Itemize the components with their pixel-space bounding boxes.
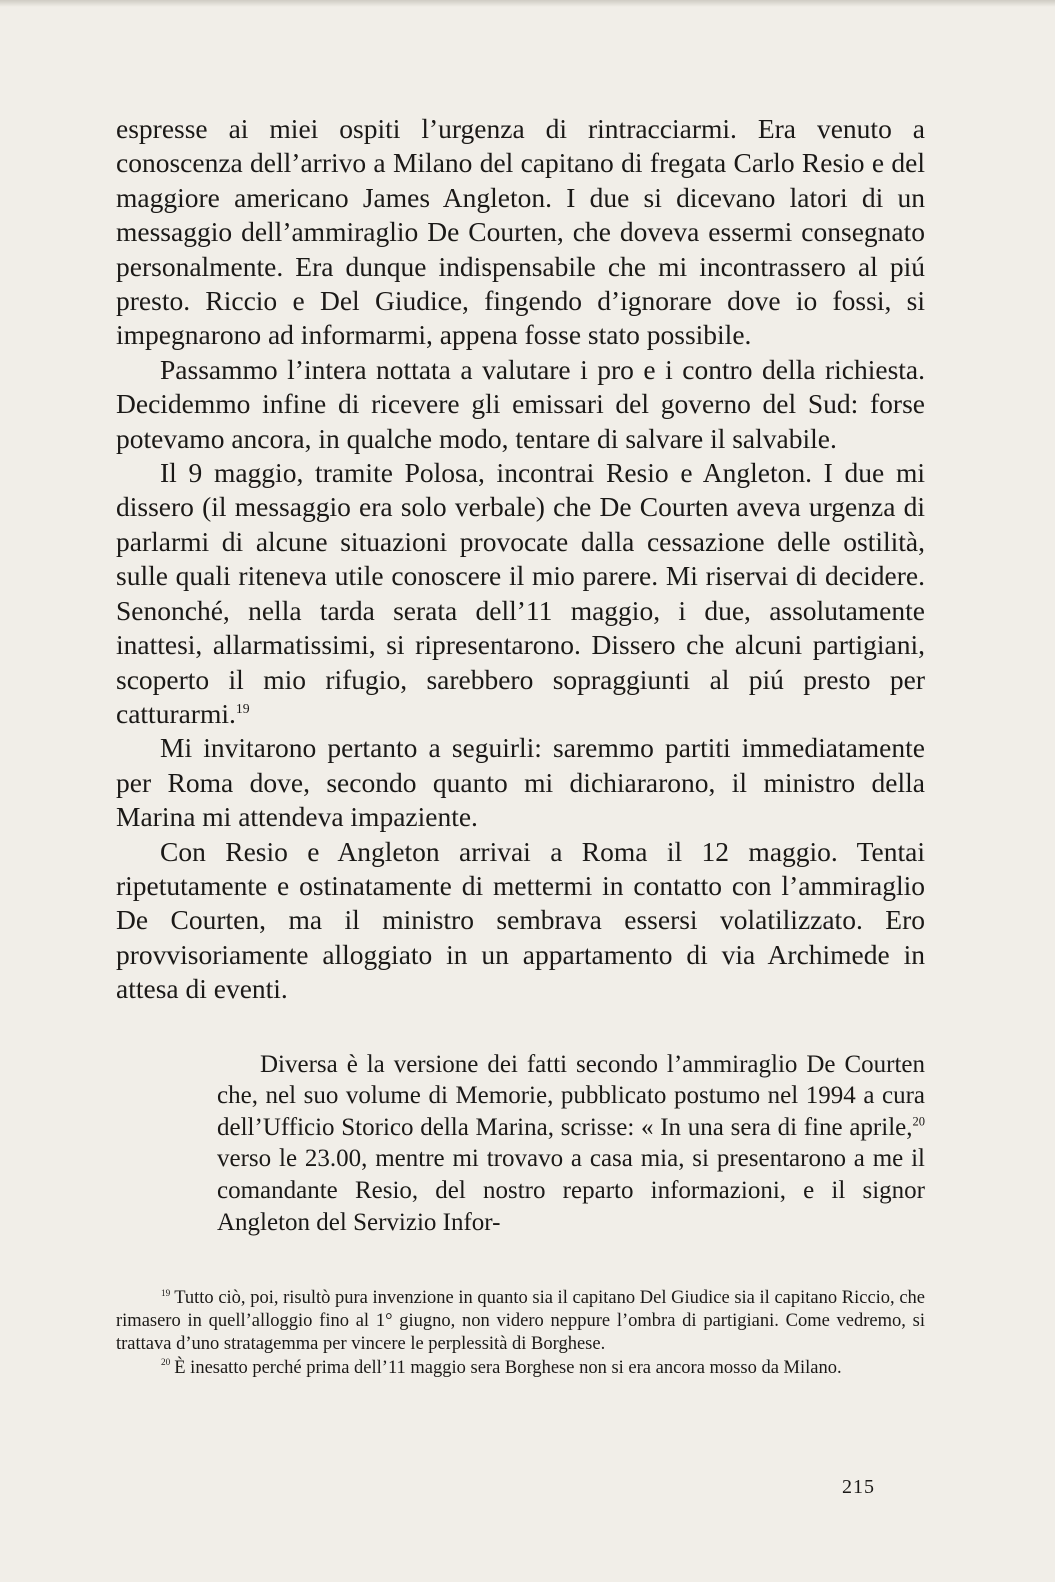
paragraph-3-text: Il 9 maggio, tramite Polosa, incontrai Resio e Angleton. I due mi dissero (il messaggio era solo verbale) che De Courten aveva urgenza di parlarmi di alcune situazioni provocate dalla cessazione delle ostilità, sulle quali riteneva utile conoscere il mio parere. Mi riservai di decidere. Senonché, nella tarda serata dell’11 maggio, i due, assolutamente inattesi, allarmatissimi, si ripresentarono. Dissero che alcuni partigiani, scoperto il mio rifugio, sarebbero sopraggiunti al piú presto per catturarmi. [116, 457, 925, 729]
footnote-number: 20 [161, 1358, 171, 1369]
page-number: 215 [842, 1476, 875, 1498]
quote-text-end: verso le 23.00, mentre mi trovavo a casa mia, si presentarono a me il comandante Resio, del nostro reparto informazioni, e il signor Angleton del Servizio Infor- [217, 1145, 925, 1236]
scan-top-edge [0, 0, 1055, 7]
footnote-text: Tutto ciò, poi, risultò pura invenzione in quanto sia il capitano Del Giudice sia il capitano Riccio, che rimasero in quell’alloggio fino al 1° giugno, non videro neppure l’ombra di partigiani. Come vedremo, si trattava d’uno stratagemma per vincere le perplessità di Borghese. [116, 1288, 925, 1355]
quote-text-start: Diversa è la versione dei fatti secondo l’ammiraglio De Courten che, nel suo volume di Memorie, pubblicato postumo nel 1994 a cura dell’Ufficio Storico della Marina, scrisse: « In una sera di fine aprile, [217, 1050, 925, 1141]
footnote-text: È inesatto perché prima dell’11 maggio sera Borghese non si era ancora mosso da Milano. [174, 1357, 842, 1378]
paragraph-2: Passammo l’intera nottata a valutare i pro e i contro della richiesta. Decidemmo infine di ricevere gli emissari del governo del Sud: forse potevamo ancora, in qualche modo, tentare di salvare il salvabile. [116, 353, 925, 454]
paragraph-4: Mi invitarono pertanto a seguirli: saremmo partiti immediatamente per Roma dove, secondo quanto mi dichiararono, il ministro della Marina mi attendeva impaziente. [116, 732, 925, 833]
main-text [116, 112, 925, 1007]
footnote-ref-19: 19 [235, 700, 250, 716]
paragraph-5: Con Resio e Angleton arrivai a Roma il 12 maggio. Tentai ripetutamente e ostinatamente di mettermi in contatto con l’ammiraglio De Courten, ma il ministro sembrava essersi volatilizzato. Ero provvisoriamente alloggiato in un appartamento di via Archimede in attesa di eventi. [116, 835, 925, 1005]
footnote-20 [116, 1357, 925, 1380]
quote-paragraph [217, 1049, 925, 1239]
paragraph-3 [116, 456, 925, 731]
footnote-number: 19 [161, 1288, 171, 1299]
footnote-19 [116, 1287, 925, 1357]
paragraph-1: espresse ai miei ospiti l’urgenza di rintracciarmi. Era venuto a conoscenza dell’arrivo a Milano del capitano di fregata Carlo Resio e del maggiore americano James Angleton. I due si dicevano latori di un messaggio dell’ammiraglio De Courten, che doveva essermi consegnato personalmente. Era dunque indispensabile che mi incontrassero al piú presto. Riccio e Del Giudice, fingendo d’ignorare dove io fossi, si impegnarono ad informarmi, appena fosse stato possibile. [116, 113, 925, 351]
footnotes [116, 1287, 925, 1380]
page-body [116, 112, 925, 1238]
footnote-ref-20: 20 [912, 1114, 925, 1129]
block-quote [217, 1049, 925, 1239]
